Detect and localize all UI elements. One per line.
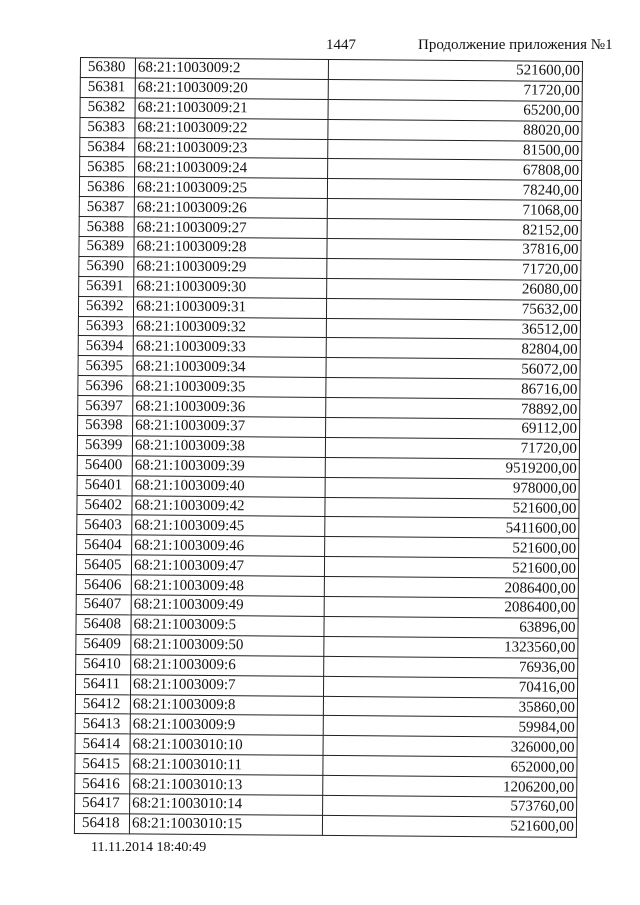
cadastral-number: 68:21:1003009:46 <box>132 535 325 556</box>
row-number: 56386 <box>79 177 134 197</box>
cadastral-number: 68:21:1003010:13 <box>130 774 323 795</box>
row-number: 56402 <box>77 495 132 515</box>
row-number: 56399 <box>77 435 132 455</box>
cadastral-value: 26080,00 <box>327 278 581 300</box>
row-number: 56387 <box>79 197 134 217</box>
cadastral-value: 573760,00 <box>323 795 577 817</box>
cadastral-number: 68:21:1003009:31 <box>133 297 326 318</box>
cadastral-table <box>74 57 583 838</box>
row-number: 56408 <box>76 614 131 634</box>
cadastral-number: 68:21:1003009:42 <box>132 496 325 517</box>
cadastral-number: 68:21:1003010:14 <box>130 794 323 815</box>
cadastral-value: 1323560,00 <box>324 636 578 658</box>
row-number: 56400 <box>77 455 132 475</box>
row-number: 56385 <box>80 157 135 177</box>
cadastral-number: 68:21:1003010:15 <box>129 814 322 835</box>
cadastral-value: 63896,00 <box>324 616 578 638</box>
table-body <box>74 58 582 838</box>
cadastral-number: 68:21:1003009:47 <box>131 555 324 576</box>
row-number: 56410 <box>76 654 131 674</box>
cadastral-value: 56072,00 <box>326 358 580 380</box>
cadastral-number: 68:21:1003009:21 <box>135 98 328 119</box>
cadastral-number: 68:21:1003009:22 <box>135 118 328 139</box>
cadastral-value: 326000,00 <box>323 736 577 758</box>
cadastral-number: 68:21:1003009:29 <box>134 257 327 278</box>
table-container <box>74 57 583 838</box>
cadastral-value: 81500,00 <box>328 139 582 161</box>
row-number: 56412 <box>75 694 130 714</box>
cadastral-number: 68:21:1003009:39 <box>132 456 325 477</box>
row-number: 56391 <box>79 276 134 296</box>
cadastral-value: 521600,00 <box>322 815 576 837</box>
cadastral-value: 78892,00 <box>326 398 580 420</box>
cadastral-value: 9519200,00 <box>325 457 579 479</box>
row-number: 56395 <box>78 356 133 376</box>
cadastral-value: 78240,00 <box>327 179 581 201</box>
row-number: 56414 <box>75 734 130 754</box>
cadastral-number: 68:21:1003009:38 <box>132 436 325 457</box>
cadastral-value: 70416,00 <box>323 676 577 698</box>
page-title: Продолжение приложения №1 <box>418 37 613 53</box>
cadastral-value: 36512,00 <box>326 318 580 340</box>
row-number: 56405 <box>76 555 131 575</box>
cadastral-value: 71068,00 <box>327 199 581 221</box>
cadastral-number: 68:21:1003010:11 <box>130 754 323 775</box>
cadastral-number: 68:21:1003009:24 <box>135 157 328 178</box>
cadastral-value: 65200,00 <box>328 99 582 121</box>
row-number: 56401 <box>77 475 132 495</box>
cadastral-value: 521600,00 <box>324 557 578 579</box>
row-number: 56396 <box>78 376 133 396</box>
cadastral-value: 69112,00 <box>326 417 580 439</box>
row-number: 56418 <box>74 813 129 833</box>
row-number: 56384 <box>80 137 135 157</box>
cadastral-value: 521600,00 <box>325 537 579 559</box>
cadastral-value: 2086400,00 <box>324 596 578 618</box>
cadastral-value: 75632,00 <box>326 298 580 320</box>
cadastral-number: 68:21:1003009:49 <box>131 595 324 616</box>
row-number: 56398 <box>78 416 133 436</box>
cadastral-value: 59984,00 <box>323 716 577 738</box>
page-number: 1447 <box>326 37 356 53</box>
row-number: 56407 <box>76 595 131 615</box>
cadastral-number: 68:21:1003009:27 <box>134 217 327 238</box>
cadastral-value: 652000,00 <box>323 756 577 778</box>
row-number: 56380 <box>80 58 135 78</box>
cadastral-value: 5411600,00 <box>325 517 579 539</box>
row-number: 56383 <box>80 117 135 137</box>
cadastral-number: 68:21:1003009:32 <box>133 317 326 338</box>
row-number: 56381 <box>80 77 135 97</box>
cadastral-number: 68:21:1003009:40 <box>132 476 325 497</box>
cadastral-value: 67808,00 <box>328 159 582 181</box>
cadastral-value: 521600,00 <box>325 497 579 519</box>
cadastral-number: 68:21:1003010:10 <box>130 734 323 755</box>
row-number: 56406 <box>76 575 131 595</box>
row-number: 56393 <box>78 316 133 336</box>
footer-timestamp: 11.11.2014 18:40:49 <box>91 840 207 855</box>
cadastral-value: 82152,00 <box>327 219 581 241</box>
cadastral-number: 68:21:1003009:45 <box>132 515 325 536</box>
row-number: 56409 <box>76 634 131 654</box>
cadastral-value: 88020,00 <box>328 119 582 141</box>
cadastral-number: 68:21:1003009:30 <box>134 277 327 298</box>
cadastral-number: 68:21:1003009:33 <box>133 336 326 357</box>
cadastral-value: 1206200,00 <box>323 775 577 797</box>
cadastral-number: 68:21:1003009:7 <box>130 675 323 696</box>
row-number: 56416 <box>75 774 130 794</box>
cadastral-value: 86716,00 <box>326 378 580 400</box>
row-number: 56394 <box>78 336 133 356</box>
row-number: 56382 <box>80 97 135 117</box>
cadastral-number: 68:21:1003009:48 <box>131 575 324 596</box>
cadastral-value: 76936,00 <box>324 656 578 678</box>
cadastral-number: 68:21:1003009:9 <box>130 714 323 735</box>
row-number: 56411 <box>75 674 130 694</box>
cadastral-number: 68:21:1003009:37 <box>133 416 326 437</box>
cadastral-value: 35860,00 <box>323 696 577 718</box>
cadastral-number: 68:21:1003009:28 <box>134 237 327 258</box>
row-number: 56415 <box>75 754 130 774</box>
cadastral-value: 2086400,00 <box>324 577 578 599</box>
cadastral-number: 68:21:1003009:50 <box>131 635 324 656</box>
cadastral-number: 68:21:1003009:36 <box>133 396 326 417</box>
cadastral-number: 68:21:1003009:5 <box>131 615 324 636</box>
cadastral-value: 71720,00 <box>325 437 579 459</box>
cadastral-number: 68:21:1003009:34 <box>133 356 326 377</box>
cadastral-number: 68:21:1003009:6 <box>131 655 324 676</box>
cadastral-value: 71720,00 <box>327 258 581 280</box>
cadastral-value: 521600,00 <box>328 59 582 81</box>
row-number: 56392 <box>78 296 133 316</box>
cadastral-number: 68:21:1003009:8 <box>130 694 323 715</box>
table-row <box>74 813 576 837</box>
row-number: 56389 <box>79 237 134 257</box>
cadastral-number: 68:21:1003009:35 <box>133 376 326 397</box>
cadastral-number: 68:21:1003009:23 <box>135 137 328 158</box>
cadastral-number: 68:21:1003009:25 <box>134 177 327 198</box>
row-number: 56404 <box>77 535 132 555</box>
cadastral-value: 37816,00 <box>327 238 581 260</box>
cadastral-number: 68:21:1003009:2 <box>135 58 328 79</box>
row-number: 56417 <box>75 793 130 813</box>
cadastral-value: 71720,00 <box>328 79 582 101</box>
row-number: 56388 <box>79 217 134 237</box>
cadastral-number: 68:21:1003009:20 <box>135 78 328 99</box>
row-number: 56403 <box>77 515 132 535</box>
row-number: 56390 <box>79 256 134 276</box>
row-number: 56397 <box>78 396 133 416</box>
row-number: 56413 <box>75 714 130 734</box>
cadastral-number: 68:21:1003009:26 <box>134 197 327 218</box>
cadastral-value: 978000,00 <box>325 477 579 499</box>
cadastral-value: 82804,00 <box>326 338 580 360</box>
